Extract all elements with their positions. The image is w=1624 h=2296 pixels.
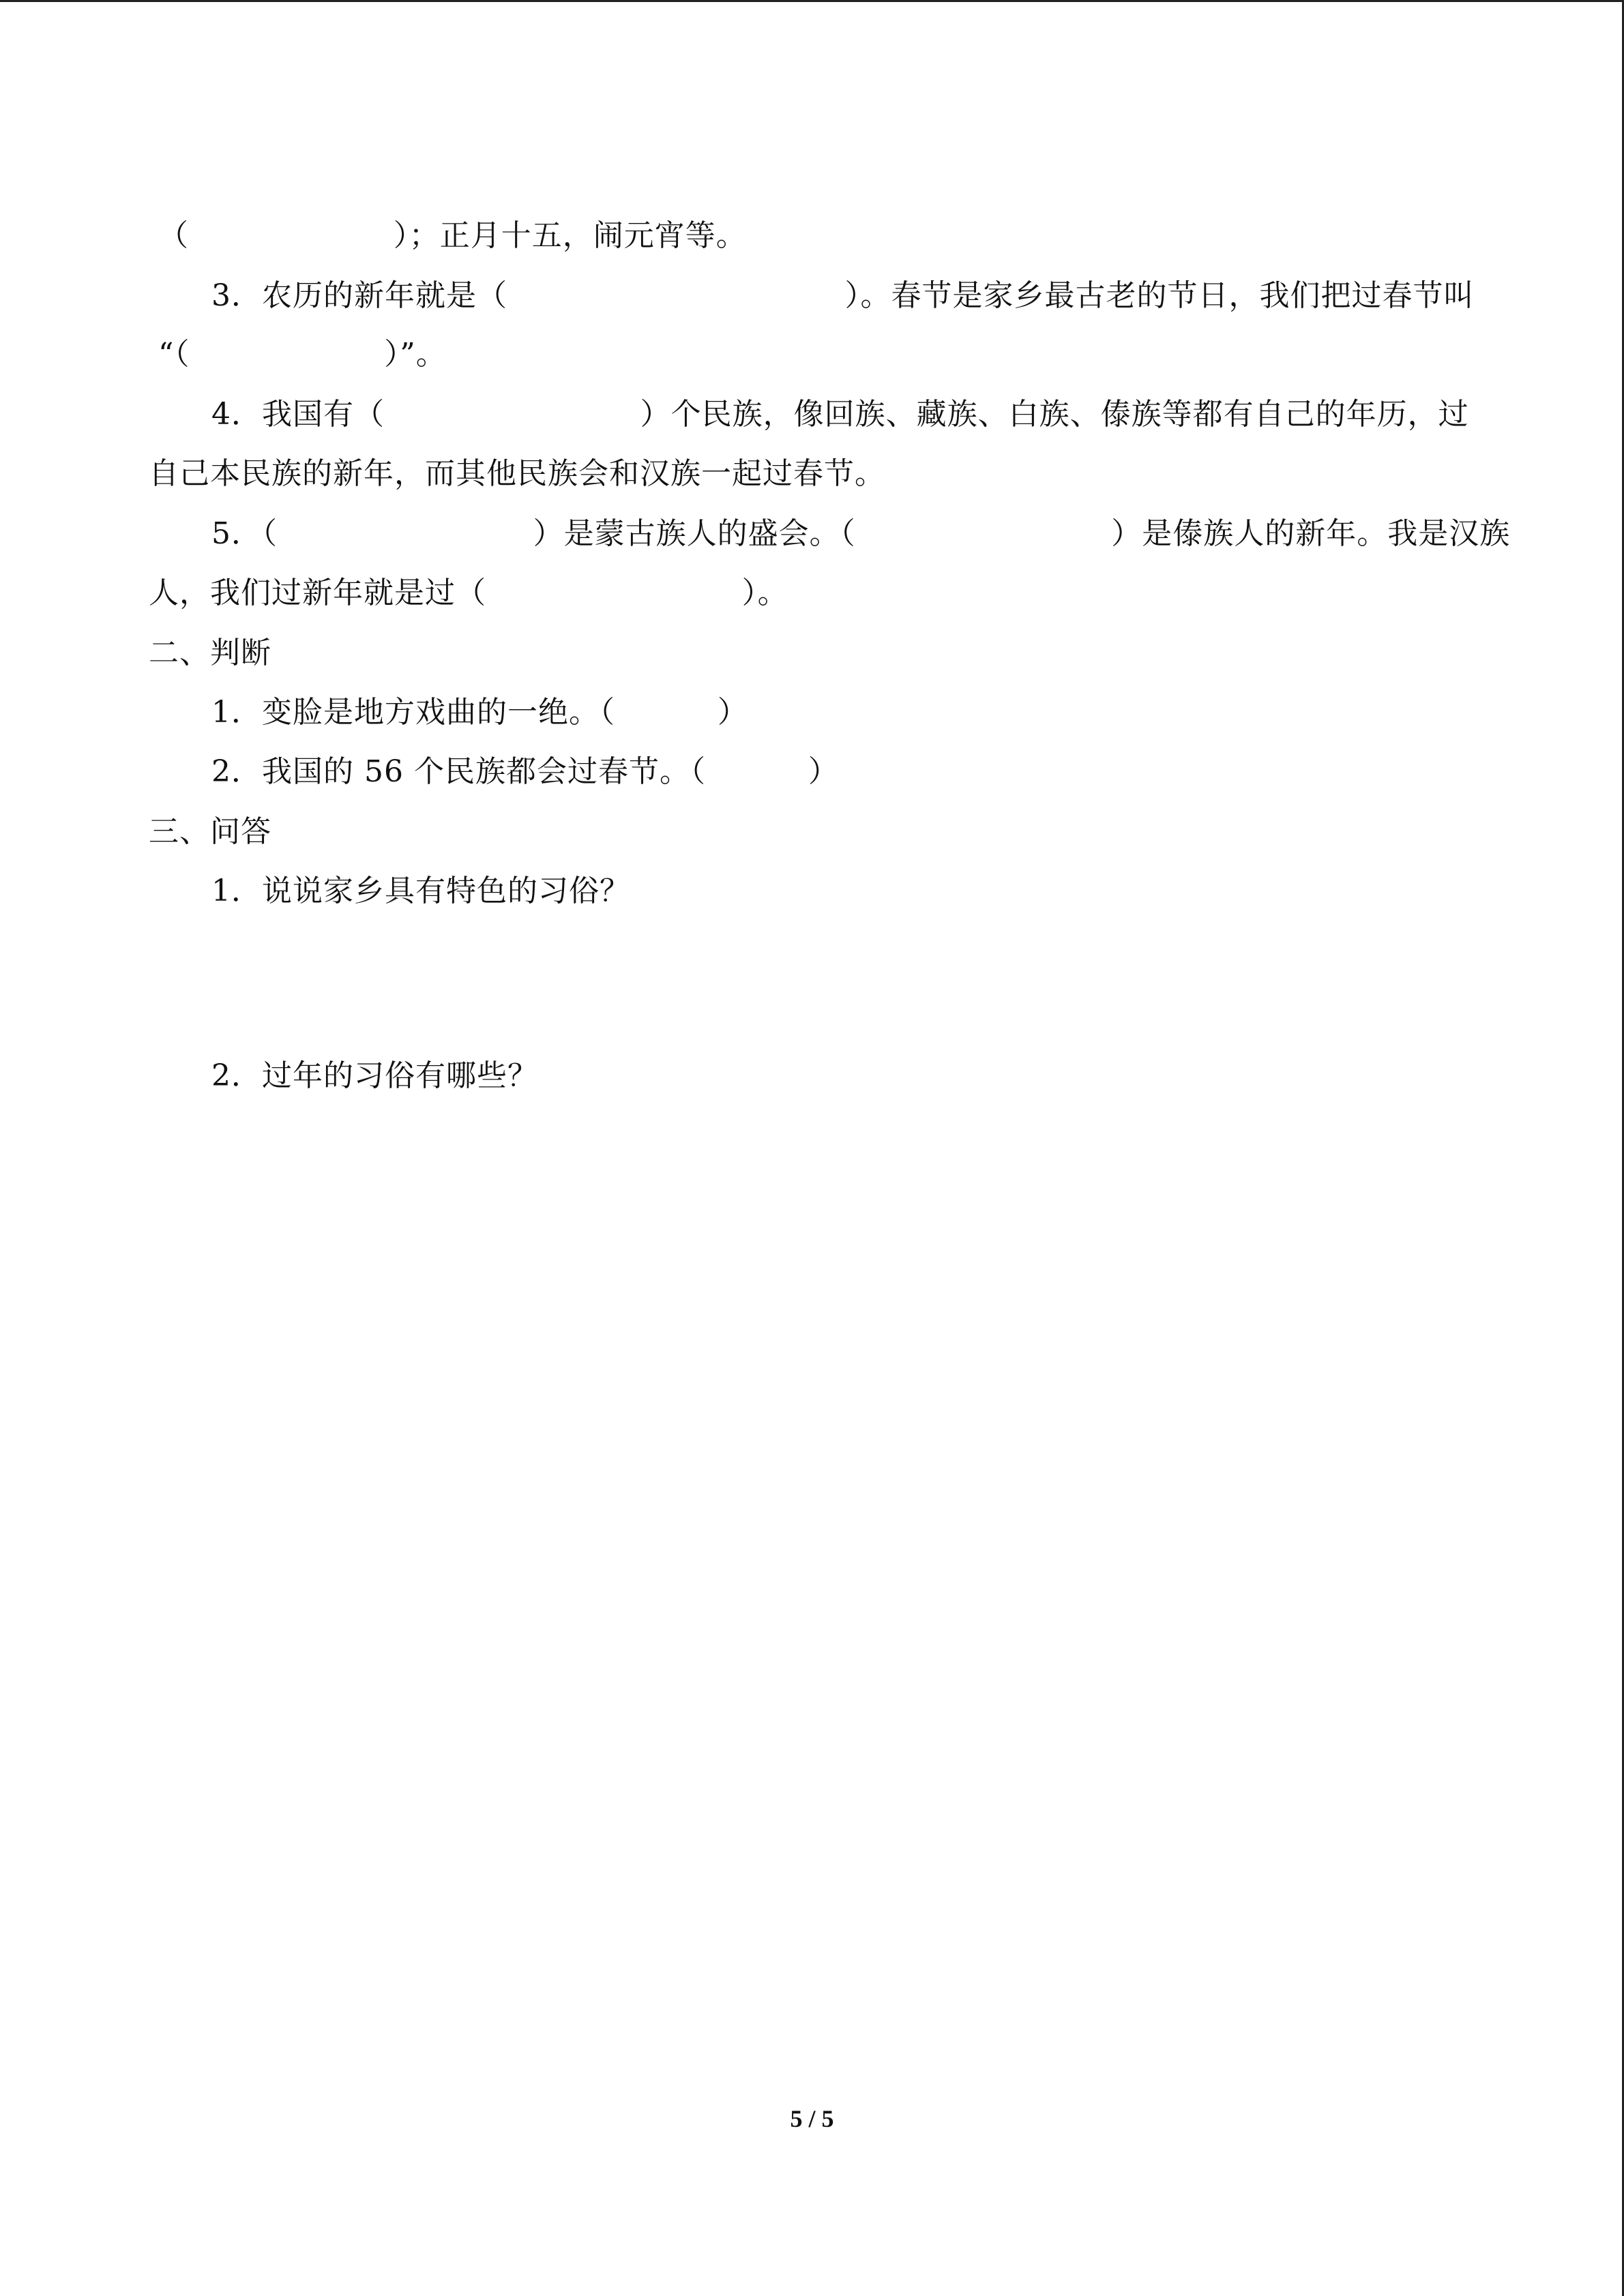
question-5-line-1: 5．（ ）是蒙古族人的盛会。（ ）是傣族人的新年。我是汉族	[211, 516, 1511, 551]
question-3-line-2: “（ ）”。	[158, 337, 447, 372]
fill-line-1: （ ）；正月十五，闹元宵等。	[158, 218, 747, 253]
page-number: 5 / 5	[790, 2105, 834, 2132]
question-4-line-1: 4．我国有（ ）个民族，像回族、藏族、白族、傣族等都有自己的年历，过	[211, 397, 1469, 432]
section-judgment-heading: 二、判断	[149, 636, 271, 670]
section-qa-heading: 三、问答	[149, 814, 271, 849]
question-5-line-2: 人，我们过新年就是过（ ）。	[149, 576, 788, 610]
qa-question-1: 1．说说家乡具有特色的习俗？	[211, 874, 630, 908]
qa-question-2: 2．过年的习俗有哪些？	[211, 1058, 538, 1093]
question-3-line-1: 3．农历的新年就是（ ）。春节是家乡最古老的节日，我们把过春节叫	[211, 278, 1475, 313]
judgment-question-1: 1．变脸是地方戏曲的一绝。（ ）	[211, 695, 748, 730]
judgment-question-2: 2．我国的 56 个民族都会过春节。（ ）	[211, 754, 839, 789]
question-4-line-2: 自己本民族的新年，而其他民族会和汉族一起过春节。	[149, 456, 885, 491]
